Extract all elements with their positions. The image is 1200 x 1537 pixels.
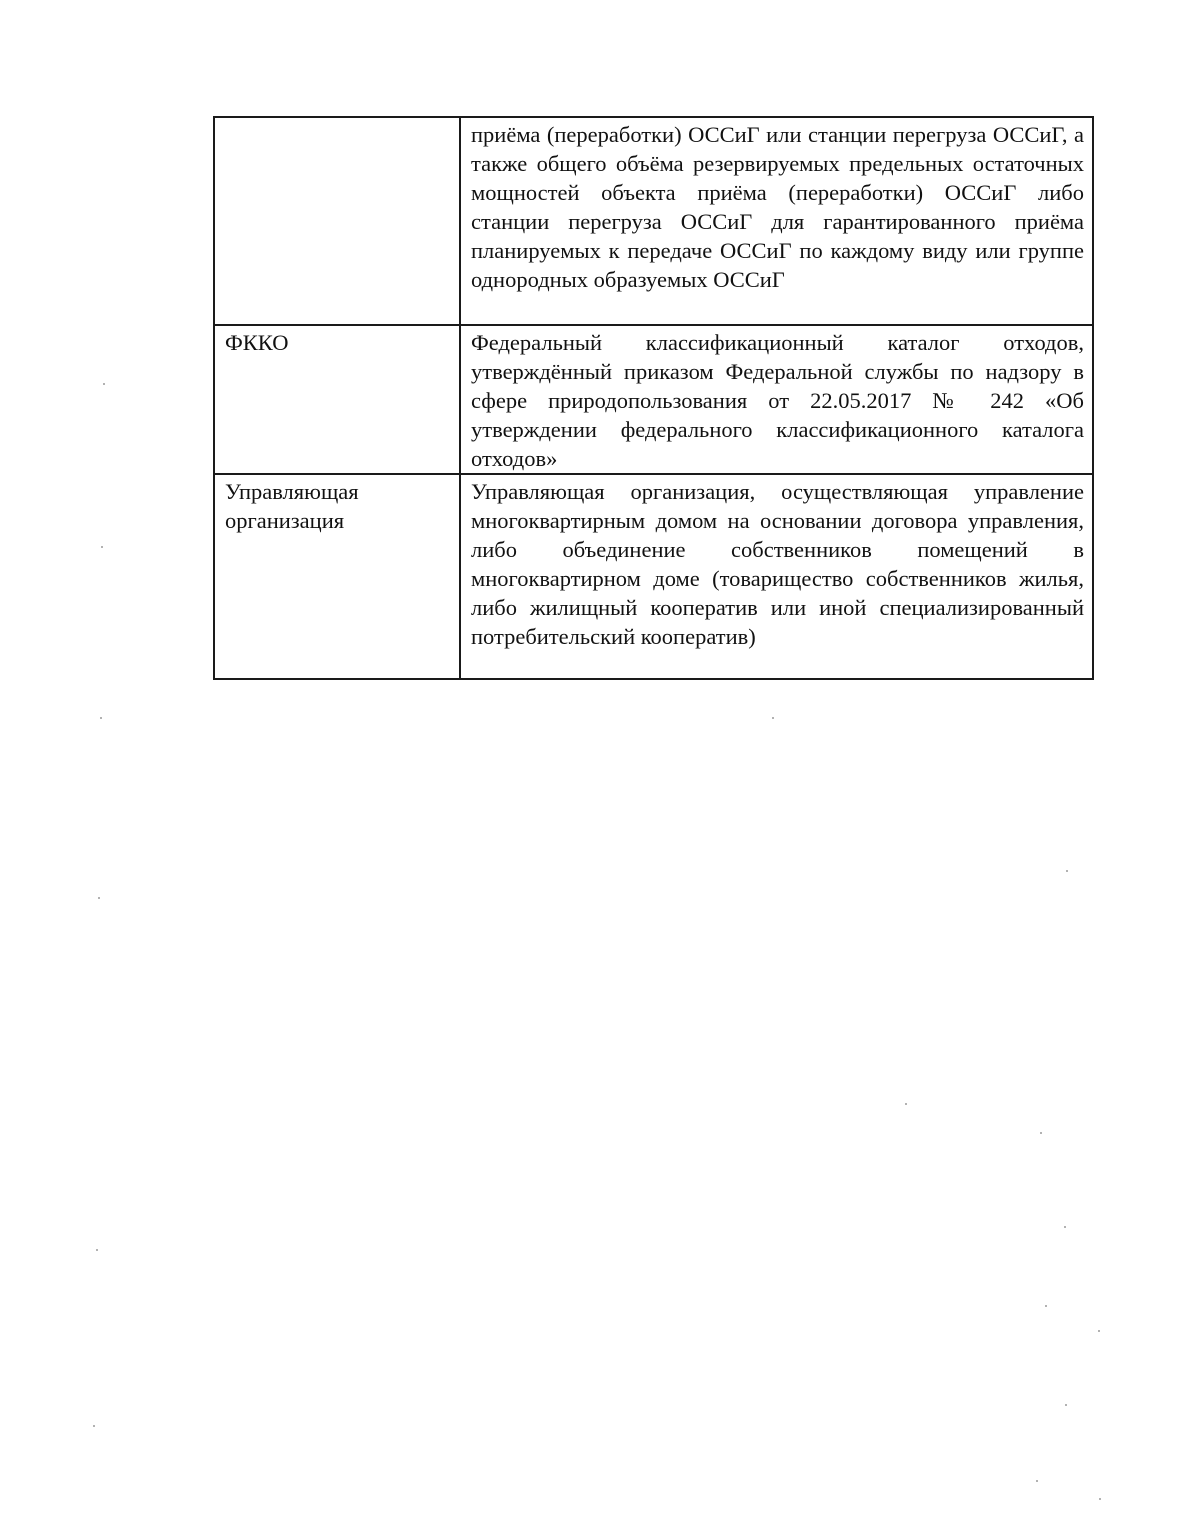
- scan-speck: [1066, 870, 1068, 872]
- definition-cell: приёма (переработки) ОССиГ или станции перегруза ОССиГ, а также общего объёма резервируемых предельных остаточных мощностей объекта приёма (переработки) ОССиГ либо станции перегруза ОССиГ для гарантированного приёма планируемых к передаче ОССиГ по каждому виду или группе однородных образуемых ОССиГ: [460, 117, 1093, 325]
- scan-speck: [96, 1249, 98, 1251]
- scan-speck: [100, 717, 102, 719]
- scan-speck: [1065, 1404, 1067, 1406]
- scan-speck: [772, 717, 774, 719]
- table-row: [214, 325, 1093, 474]
- scan-speck: [1036, 1480, 1038, 1482]
- table-row: [214, 474, 1093, 679]
- scan-speck: [1064, 1226, 1066, 1228]
- table-row: [214, 117, 1093, 325]
- scan-speck: [1099, 1498, 1101, 1500]
- term-cell: ФККО: [214, 325, 460, 474]
- scan-speck: [103, 383, 105, 385]
- scan-speck: [905, 1103, 907, 1105]
- scan-speck: [98, 897, 100, 899]
- definition-cell: Федеральный классификационный каталог отходов, утверждённый приказом Федеральной службы по надзору в сфере природопользования от 22.05.2017 № 242 «Об утверждении федерального классификационного каталога отходов»: [460, 325, 1093, 474]
- scan-speck: [93, 1425, 95, 1427]
- scan-speck: [1040, 1132, 1042, 1134]
- scan-speck: [1098, 1330, 1100, 1332]
- term-cell: Управляющая организация: [214, 474, 460, 679]
- scan-speck: [1045, 1305, 1047, 1307]
- definition-cell: Управляющая организация, осуществляющая управление многоквартирным домом на основании договора управления, либо объединение собственников помещений в многоквартирном доме (товарищество собственников жилья, либо жилищный кооператив или иной специализированный потребительский кооператив): [460, 474, 1093, 679]
- term-cell: [214, 117, 460, 325]
- scan-speck: [101, 546, 103, 548]
- definitions-table: [213, 116, 1094, 680]
